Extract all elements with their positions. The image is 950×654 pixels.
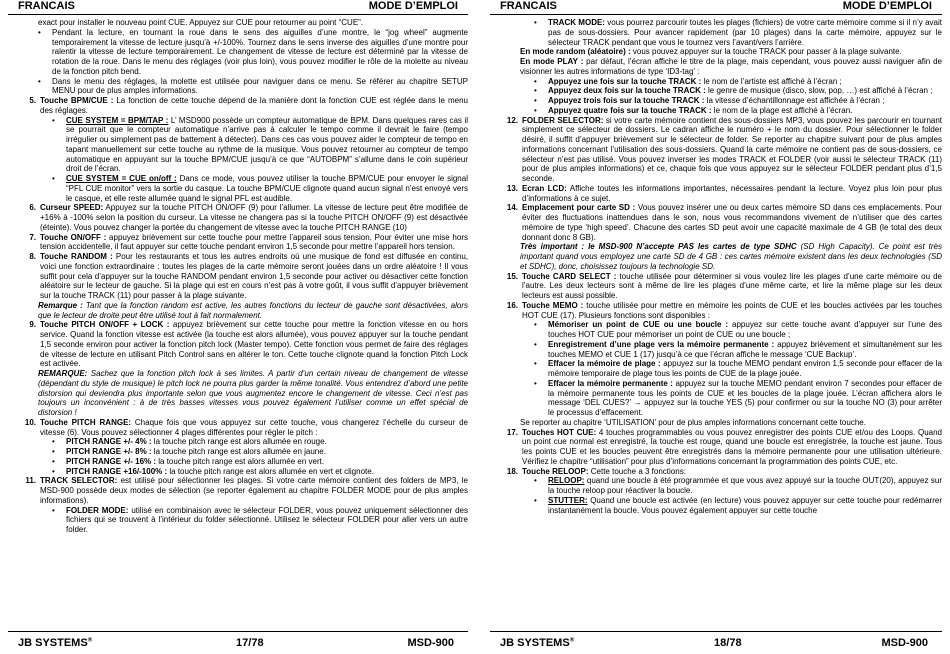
remark-label: Remarque : bbox=[38, 300, 83, 310]
item-text bbox=[522, 272, 942, 301]
page-footer bbox=[8, 631, 468, 654]
bullet-text bbox=[66, 457, 468, 467]
bullet-item bbox=[490, 496, 942, 516]
item-number: 12. bbox=[506, 115, 518, 125]
bullet-item bbox=[8, 457, 468, 467]
item-number: 15. bbox=[506, 271, 518, 281]
important-label: Très important : le MSD-900 N’accepte PAS les cartes de type SDHC bbox=[520, 242, 797, 252]
paragraph-text: vous pouvez appuyer sur la touche TRACK pour passer à la plage suivante. bbox=[630, 47, 902, 57]
item-label: Emplacement pour carte SD : bbox=[522, 203, 636, 213]
bullet-text bbox=[548, 340, 942, 360]
item-label: Touche RANDOM : bbox=[40, 252, 113, 261]
bullet-label: PITCH RANGE +/- 16% : bbox=[66, 456, 157, 466]
paragraph bbox=[490, 47, 942, 57]
item-label: FOLDER SELECTOR: bbox=[522, 115, 604, 125]
bullet-description: appuyez sur la touche MEMO pendant environ 7 secondes pour effacer de la mémoire permanente tous les points de CUE et les boucles de la plage jouée. L’écran affichera alors le message ‘DEL CUES?’ → appuyez sur la touche YES (5) pour confirmer ou sur la touche NO (3) pour arrêter le processus d’effacement. bbox=[548, 378, 942, 417]
item-text bbox=[40, 252, 468, 301]
item-description: appuyez brièvement sur cette touche pour mettre l’appareil sous tension. Pour éviter une mise hors tension accidentelle, il faut appuyer sur cette touche pendant environ 1,5 seconde pour mettre l’appareil hors tension. bbox=[40, 232, 468, 252]
bullet-text bbox=[548, 379, 942, 418]
item-label: Curseur SPEED: bbox=[40, 203, 104, 213]
bullet-icon: • bbox=[52, 466, 55, 476]
bullet-label: FOLDER MODE: bbox=[66, 505, 129, 515]
item-text bbox=[40, 476, 468, 505]
bullet-text: Pendant la lecture, en tournant la roue dans le sens des aiguilles d’une montre, le “jog wheel” augmente temporairement la vitesse de lecture jusqu’à +/-100%. Tournez dans le sens inverse des aiguilles d’une montre pour ralentir la vitesse de lecture temporairement. Le changement de vitesse de lecture est déterminé par la vitesse de rotation de la roue. Dans le menu des réglages (voir plus loin), vous pouvez modifier le rôle de la molette au niveau de la fonction pitch bend. bbox=[52, 27, 468, 76]
bullet-label: Appuyez quatre fois sur la touche TRACK : bbox=[548, 105, 712, 115]
bullet-icon: • bbox=[534, 76, 537, 86]
item-label: Touche PITCH RANGE: bbox=[40, 417, 132, 427]
numbered-item bbox=[490, 184, 942, 204]
item-number: 9. bbox=[29, 320, 36, 330]
footer-page-number: 17/78 bbox=[236, 637, 264, 649]
item-number: 16. bbox=[506, 300, 518, 310]
item-label: Touche RELOOP: bbox=[522, 466, 589, 476]
bullet-text bbox=[548, 106, 942, 116]
bullet-icon: • bbox=[52, 505, 55, 515]
bullet-text bbox=[66, 174, 468, 203]
item-description: appuyez brièvement sur cette touche pour mettre la fonction vitesse en ou hors service. Quand la fonction vitesse est activée (la touche est alors allumée), vous pouvez appuyer sur la touche pendant 1,5 seconde environ pour activer la fonction pitch lock (Master tempo). Cette fonction vous permet de faire des réglages de vitesse de lecture en utilisant Pitch Control sans en altérer le ton. Cette touche clignote quand la fonction Pitch Lock est activée. bbox=[40, 320, 468, 369]
item-label: Touches HOT CUE: bbox=[522, 427, 597, 437]
left-page bbox=[8, 0, 468, 654]
bullet-item bbox=[8, 467, 468, 477]
item-description: touche utilisée pour déterminer si vous voulez lire les plages d’une carte mémoire ou de l’autre. Les deux lecteurs sont à même de lire les plages d’une même carte, et lire la même plage sur les deux lecteurs est aussi possible. bbox=[522, 271, 942, 300]
bullet-label: Appuyez une fois sur la touche TRACK : bbox=[548, 76, 702, 86]
bullet-item bbox=[490, 340, 942, 360]
item-text bbox=[522, 116, 942, 184]
bullet-icon: • bbox=[534, 86, 537, 96]
numbered-item bbox=[490, 203, 942, 242]
remark bbox=[8, 301, 468, 321]
page-body bbox=[8, 18, 468, 628]
bullet-item bbox=[8, 437, 468, 447]
item-description: Chaque fois que vous appuyez sur cette touche, vous changerez l’échelle du curseur de vitesse (6). Vous pouvez sélectionner 4 plages différentes pour régler le pitch : bbox=[40, 417, 468, 437]
header-title: MODE D’EMPLOI bbox=[368, 0, 458, 12]
item-number: 8. bbox=[29, 252, 36, 261]
bullet-item bbox=[8, 116, 468, 175]
footer-model: MSD-900 bbox=[407, 637, 454, 649]
bullet-label: Appuyez trois fois sur la touche TRACK : bbox=[548, 96, 705, 105]
paragraph: exact pour installer le nouveau point CUE. Appuyez sur CUE pour retourner au point “CUE”. bbox=[38, 18, 364, 27]
bullet-label: PITCH RANGE +/- 8% : bbox=[66, 447, 152, 456]
item-number: 18. bbox=[506, 466, 518, 476]
item-number: 10. bbox=[24, 417, 36, 427]
item-description: Affiche toutes les informations importantes, nécessaires pendant la lecture. Voyez plus loin pour plus d’informations à ce sujet. bbox=[522, 183, 942, 203]
item-text bbox=[40, 418, 468, 438]
remark-text: Tant que la fonction random est active, les autres fonctions du lecteur de gauche sont désactivées, alors que le lecteur de droite peut être utilisé tout à fait normalement. bbox=[38, 300, 468, 320]
bullet-text bbox=[66, 437, 468, 447]
bullet-item bbox=[490, 476, 942, 496]
right-page bbox=[490, 0, 942, 654]
bullet-icon: • bbox=[534, 320, 537, 330]
bullet-label: Effacer la mémoire permanente : bbox=[548, 378, 673, 388]
bullet-text bbox=[66, 506, 468, 535]
bullet-label: CUE SYSTEM = BPM/TAP : bbox=[66, 115, 169, 125]
bullet-label: Appuyez deux fois sur la touche TRACK : bbox=[548, 86, 706, 96]
item-text bbox=[522, 467, 942, 477]
bullet-text bbox=[66, 467, 468, 477]
item-text bbox=[522, 184, 942, 204]
numbered-item bbox=[8, 203, 468, 232]
bullet-label: PITCH RANGE +/- 4% : bbox=[66, 437, 152, 447]
bullet-icon: • bbox=[52, 115, 55, 125]
item-label: TRACK SELECTOR: bbox=[40, 476, 118, 486]
bullet-description: la touche pitch range est alors allumée en rouge. bbox=[151, 437, 327, 447]
bullet-description: la vitesse d’échantillonnage est affichée à l’écran ; bbox=[704, 96, 885, 105]
bullet-item bbox=[490, 379, 942, 418]
numbered-item bbox=[8, 233, 468, 253]
remark-label: REMARQUE: bbox=[38, 369, 88, 378]
bullet-item bbox=[490, 320, 942, 340]
bullet-text bbox=[66, 116, 468, 175]
paragraph-label: En mode random (aléatoire) : bbox=[520, 47, 631, 57]
page-body bbox=[490, 18, 942, 628]
numbered-item bbox=[490, 116, 942, 184]
bullet-icon: • bbox=[38, 76, 41, 86]
bullet-label: Effacer la mémoire de plage : bbox=[548, 359, 661, 369]
bullet-item bbox=[8, 28, 468, 77]
item-text bbox=[522, 203, 942, 242]
important-note bbox=[490, 242, 942, 271]
numbered-item bbox=[8, 320, 468, 369]
item-description: est utilisé pour sélectionner les plages. Si votre carte mémoire contient des folders de MP3, le MSD-900 possède deux modes de sélection (se reporter également au chapitre FOLDER MODE pour de plus amples informations). bbox=[40, 476, 468, 505]
bullet-text bbox=[66, 447, 468, 457]
numbered-item bbox=[490, 272, 942, 301]
bullet-description: Dans ce mode, vous pouvez utiliser la touche BPM/CUE pour envoyer le signal “PFL CUE monitor” vers la sortie du casque. La touche BPM/CUE clignote quand aucun signal n’est envoyé vers le casque, et elle reste allumée quand le signal PFL est audible. bbox=[66, 174, 468, 203]
bullet-description: quand une boucle à été programmée et que vous avez appuyé sur la touche OUT(20), appuyez sur la touche reloop pour réactiver la boucle. bbox=[548, 476, 942, 495]
item-description: Cette touche a 3 fonctions: bbox=[588, 466, 686, 476]
important-text: (SD High Capacity). Ce point est très important quand vous employez une carte SD de 4 GB : ces cartes mémoire existent dans les deux technologies (SD et SDHC), donc, choisissez toujours la technologie SD. bbox=[520, 242, 942, 271]
page-header bbox=[8, 0, 468, 15]
item-description: Pour les restaurants et tous les autres endroits où une musique de fond est diffusée en continu, voici une fonction extraordinaire : toutes les plages de la carte mémoire seront jouées dans un ordre aléatoire ! Il vous suffit pour cela d’appuyer sur la touche RANDOM pendant environ 1,5 seconde pour activer ou désactiver cette fonction aléatoire sur le lecteur de gauche. Si la plage qui est en cours n’est pas à votre goût, il vous suffit d’appuyer brièvement sur la touche TRACK (11) pour passer à la plage suivante. bbox=[40, 252, 468, 300]
item-number: 14. bbox=[506, 203, 518, 213]
bullet-item bbox=[490, 18, 942, 47]
bullet-description: le nom de la plage est affiché à l’écran. bbox=[711, 105, 853, 115]
item-text bbox=[522, 428, 942, 467]
item-label: Touche ON/OFF : bbox=[40, 232, 107, 242]
bullet-text bbox=[548, 320, 942, 340]
bullet-item bbox=[490, 96, 942, 106]
bullet-description: appuyez brièvement et simultanément sur les touches MEMO et CUE 1 (17) jusqu’à ce que l’écran affiche le message ‘CUE Backup’. bbox=[548, 339, 942, 359]
bullet-item bbox=[490, 86, 942, 96]
bullet-item bbox=[490, 77, 942, 87]
bullet-text bbox=[548, 476, 942, 496]
footer-model: MSD-900 bbox=[881, 637, 928, 649]
bullet-icon: • bbox=[534, 96, 537, 105]
bullet-icon: • bbox=[52, 447, 55, 456]
bullet-description: vous pourrez parcourir toutes les plages (fichiers) de votre carte mémoire comme si il n’y avait pas de sous-dossiers. Pour avancer rapidement (par 10 plages) dans la carte mémoire, appuyez sur le sélecteur TRACK pendant que vous le tournez vers l’avant/vers l’arrière. bbox=[548, 18, 942, 47]
page-header bbox=[490, 0, 942, 15]
numbered-item bbox=[490, 301, 942, 321]
bullet-item bbox=[8, 77, 468, 97]
item-text bbox=[40, 96, 468, 116]
bullet-icon: • bbox=[534, 18, 537, 27]
item-label: Touche BPM/CUE : bbox=[40, 96, 114, 105]
bullet-description: Quand une boucle est activée (en lecture) vous pouvez appuyer sur cette touche pour redémarrer instantanément la boucle. Vous pouvez également appuyer sur cette touche bbox=[548, 495, 942, 515]
page-footer bbox=[490, 631, 942, 654]
bullet-item bbox=[8, 174, 468, 203]
bullet-text bbox=[548, 18, 942, 47]
bullet-label: CUE SYSTEM = CUE on/off : bbox=[66, 174, 177, 183]
bullet-icon: • bbox=[52, 174, 55, 183]
bullet-description: la touche pitch range est alors allumée en vert et clignote. bbox=[167, 466, 374, 476]
bullet-label: TRACK MODE: bbox=[548, 18, 605, 27]
bullet-label: PITCH RANGE +16/-100% : bbox=[66, 466, 168, 476]
bullet-icon: • bbox=[52, 437, 55, 447]
item-description: si votre carte mémoire contient des sous-dossiers MP3, vous pouvez les parcourir en tournant simplement ce sélecteur de dossiers. Le cadran affiche le numéro + le nom du dossier. Pour sélectionner le folder désiré, il suffit d’appuyer brièvement sur le sélecteur de folder. Se reporter au chapitre suivant pour de plus amples informations concernant l’utilisation des sous-dossiers. Quand la carte mémoire ne contient pas de sous-dossiers, ce sélecteur n’est pas utilisé. Vous pouvez inverser les modes TRACK et FOLDER (voir aussi le sélecteur TRACK (11) pour de plus amples informations) et ce, chaque fois que vous appuyez sur le sélecteur FOLDER pendant plus d’1,5 seconde. bbox=[522, 115, 942, 183]
bullet-description: la touche pitch range est alors allumée en jaune. bbox=[151, 447, 326, 456]
item-text bbox=[40, 320, 468, 369]
remark-text: Sachez que la fonction pitch lock à ses limites. A partir d’un certain niveau de changement de vitesse (dépendant du style de musique) le pitch lock ne pourra plus garder la même tonalité. Vous entendrez d’abord une petite distorsion qui deviendra plus importante selon que vous augmentez encore le changement de vitesse. Ceci n’est pas toujours un inconvénient : à de très basses vitesses vous pouvez également l’utiliser comme un effet spécial de distorsion ! bbox=[38, 369, 468, 417]
bullet-icon: • bbox=[534, 495, 537, 505]
item-label: Touche MEMO : bbox=[522, 300, 584, 310]
paragraph-text: par défaut, l’écran affiche le titre de la plage, mais cependant, vous pouvez aussi naviguer afin de visionner les autres informations de type ‘ID3-tag’ : bbox=[520, 57, 942, 76]
bullet-label: Enregistrement d’une plage vers la mémoire permanente : bbox=[548, 339, 775, 349]
item-text bbox=[522, 301, 942, 321]
paragraph bbox=[490, 57, 942, 77]
item-list bbox=[490, 18, 942, 515]
bullet-label: Mémoriser un point de CUE ou une boucle : bbox=[548, 320, 729, 330]
item-text bbox=[40, 203, 468, 232]
bullet-icon: • bbox=[534, 378, 537, 388]
item-description: Appuyez sur la touche PITCH ON/OFF (9) pour l’allumer. La vitesse de lecture peut être modifiée de +16% à -100% selon la position du curseur. La vitesse ne changera pas si la touche PITCH ON/OFF (9) est désactivée (éteinte). Vous pouvez changer la portée du changement de vitesse avec la touche PITCH RANGE (10) bbox=[40, 203, 468, 232]
bullet-icon: • bbox=[534, 359, 537, 369]
bullet-description: appuyez sur la touche MEMO pendant environ 1,5 seconde pour effacer de la mémoire temporaire de plage tous les points de CUE de la plage jouée. bbox=[548, 359, 942, 378]
header-language: FRANCAIS bbox=[500, 0, 557, 12]
bullet-description: utilisé en combinaison avec le sélecteur FOLDER, vous pouvez uniquement sélectionner des fichiers qui se trouvent à l’intérieur du folder sélectionné. Utilisez le sélecteur FOLDER pour aller vers un autre folder. bbox=[66, 505, 468, 534]
item-number: 11. bbox=[25, 476, 36, 486]
bullet-item bbox=[8, 506, 468, 535]
item-number: 5. bbox=[29, 96, 36, 105]
bullet-description: la touche pitch range est alors allumée en vert. bbox=[156, 456, 325, 466]
item-number: 6. bbox=[29, 203, 36, 213]
bullet-text bbox=[548, 496, 942, 516]
bullet-text: Dans le menu des réglages, la molette est utilisée pour naviguer dans ce menu. Se référer au chapitre SETUP MENU pour de plus amples informations. bbox=[52, 76, 468, 96]
bullet-text bbox=[548, 86, 942, 96]
item-list bbox=[8, 96, 468, 535]
footer-brand: JB SYSTEMS® bbox=[500, 637, 575, 649]
item-number: 7. bbox=[29, 232, 36, 242]
bullet-icon: • bbox=[534, 476, 537, 486]
item-description: La fonction de cette touche dépend de la manière dont la fonction CUE est réglée dans le menu des réglages. bbox=[40, 96, 468, 115]
bullet-label: RELOOP: bbox=[548, 476, 585, 486]
paragraph: Se reporter au chapitre ‘UTILISATION’ pour de plus amples informations concernant cette touche. bbox=[520, 417, 866, 427]
item-label: Ecran LCD: bbox=[522, 183, 567, 193]
item-label: Touche PITCH ON/OFF + LOCK : bbox=[40, 320, 170, 330]
bullet-item bbox=[8, 447, 468, 457]
bullet-icon: • bbox=[534, 105, 537, 115]
numbered-item bbox=[8, 476, 468, 505]
bullet-description: le nom de l’artiste est affiché à l’écran ; bbox=[701, 76, 842, 86]
bullet-icon: • bbox=[52, 456, 55, 466]
bullet-item bbox=[490, 106, 942, 116]
paragraph-label: En mode PLAY : bbox=[520, 57, 584, 66]
numbered-item bbox=[490, 428, 942, 467]
item-label: Touche CARD SELECT : bbox=[522, 271, 617, 281]
item-description: 4 touches programmables ou vous pouvez enregistrer des points CUE et/ou des Loops. Quand un point cue normal est enregistré, la touche est rouge, quand une boucle est enregistrée, la touche est jaune. Tous les points CUE et les boucles peuvent être enregistrés dans la mémoire permanente pour une utilisation ultérieure. Vérifiez le chapitre “utilisation” pour plus d’informations concernant la programmation des points CUE, etc. bbox=[522, 427, 942, 466]
item-description: Vous pouvez insérer une ou deux cartes mémoire SD dans ces emplacements. Pour éviter des fluctuations inattendues dans le son, nous vous recommandons vivement de n’utiliser que des cartes mémoire de type ‘high speed’. Chacune des cartes SD peut avoir une capacité maximale de 4 GB (le total des deux donnant donc 8 GB). bbox=[522, 203, 942, 242]
bullet-description: L’ MSD900 possède un compteur automatique de BPM. Dans quelques rares cas il se pourrait que le compteur automatique n’arrive pas à calculer le tempo comme il devrait le faire (tempo irrégulier ou simplement pas de battement à détecter). Dans ces cas vous pouvez aider le compteur de tempo en tapant manuellement sur cette touche au rythme de la musique. Vous pouvez retourner au compteur de tempo automatique en appuyant sur la touche BPM/CUE jusqu’à ce que “AUTOBPM” s’allume dans le coin supérieur droit de l’écran. bbox=[66, 115, 468, 174]
bullet-text bbox=[548, 359, 942, 379]
numbered-item bbox=[490, 467, 942, 477]
bullet-text bbox=[548, 96, 942, 106]
bullet-text bbox=[548, 77, 942, 87]
numbered-item bbox=[8, 252, 468, 301]
item-text bbox=[40, 233, 468, 253]
header-language: FRANCAIS bbox=[18, 0, 75, 12]
bullet-item bbox=[490, 359, 942, 379]
item-description: touche utilisée pour mettre en mémoire les points de CUE et les boucles activées par les touches HOT CUE (17). Plusieurs fonctions sont disponibles : bbox=[522, 300, 942, 320]
bullet-icon: • bbox=[534, 339, 537, 349]
bullet-description: le genre de musique (disco, slow, pop, …) est affiché à l’écran ; bbox=[705, 86, 933, 96]
numbered-item bbox=[8, 418, 468, 438]
remark bbox=[8, 369, 468, 418]
header-title: MODE D’EMPLOI bbox=[842, 0, 932, 12]
bullet-description: appuyez sur cette touche avant d’appuyer sur l’une des touches HOT CUE pour mémoriser un point de CUE ou une boucle ; bbox=[548, 320, 942, 339]
numbered-item bbox=[8, 96, 468, 116]
bullet-label: STUTTER: bbox=[548, 495, 588, 505]
footer-page-number: 18/78 bbox=[714, 637, 742, 649]
item-number: 13. bbox=[506, 183, 518, 193]
footer-brand: JB SYSTEMS® bbox=[18, 637, 93, 649]
item-number: 17. bbox=[506, 427, 518, 437]
bullet-icon: • bbox=[38, 27, 41, 37]
